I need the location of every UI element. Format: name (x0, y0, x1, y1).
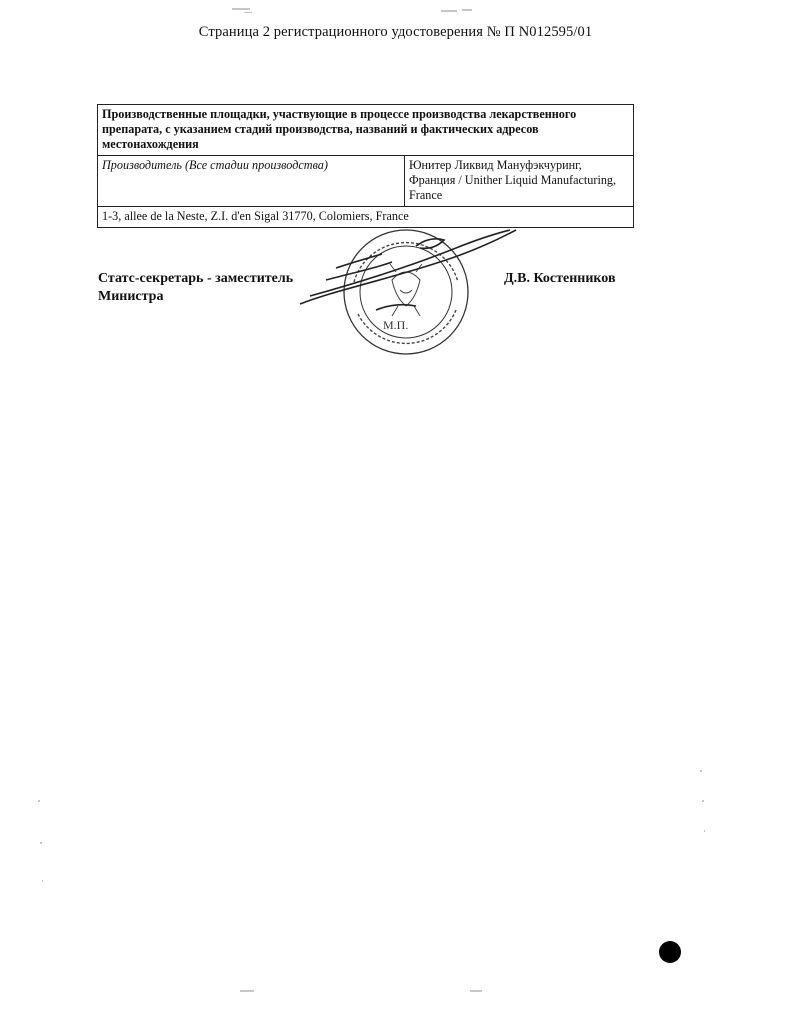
position-line: Статс-секретарь - заместитель (98, 271, 294, 286)
official-seal-icon (296, 210, 526, 380)
company-line: Франция / Unither Liquid Manufacturing, (409, 173, 617, 187)
seal-label: М.П. (383, 318, 409, 332)
table-header-row (98, 105, 634, 156)
position-line: Министра (98, 289, 164, 304)
table-row (98, 156, 634, 207)
company-line: France (409, 188, 443, 202)
table-heading: Производственные площадки, участвующие в процессе производства лекарственного препарата, с указанием стадий производства, названий и фактических адресов местонахождения (98, 105, 634, 156)
manufacturer-role-cell: Производитель (Все стадии производства) (98, 156, 405, 207)
page-header: Страница 2 регистрационного удостоверения № П N012595/01 (198, 24, 593, 40)
signatory-name: Д.В. Костенников (504, 271, 616, 286)
signatory-position (98, 270, 293, 306)
punch-hole-mark (659, 941, 681, 963)
address-cell: 1-3, allee de la Neste, Z.I. d'en Sigal 31770, Colomiers, France (98, 207, 634, 228)
company-line: Юнитер Ликвид Мануфэкчуринг, (409, 158, 582, 172)
manufacturer-company-cell (405, 156, 634, 207)
